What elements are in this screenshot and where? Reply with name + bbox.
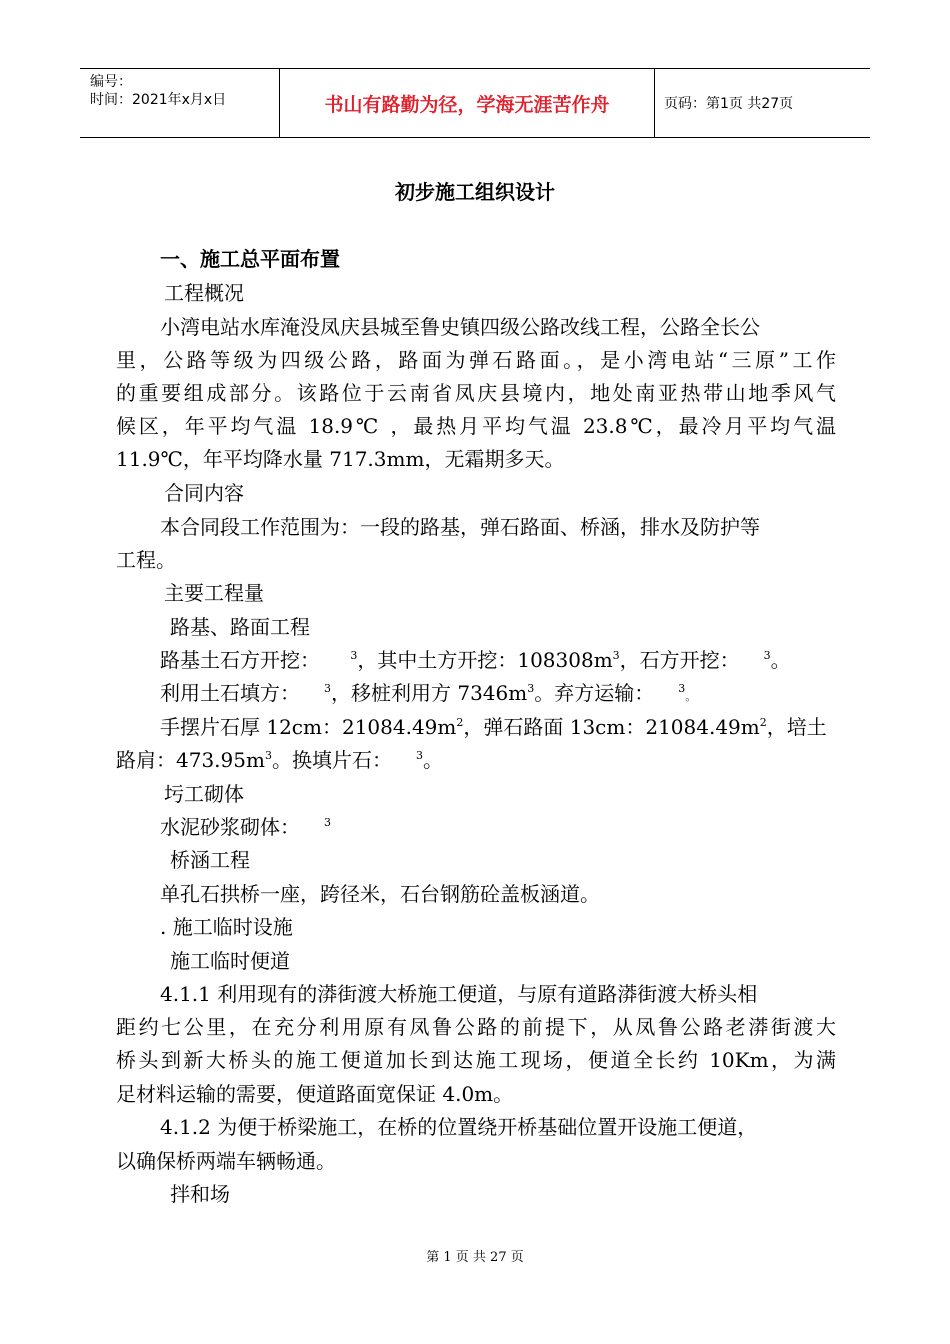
page-footer: 第 1 页 共 27 页 xyxy=(426,1250,524,1265)
paragraph-line: 里，公路等级为四级公路，路面为弹石路面。，是小湾电站“三原”工作 xyxy=(116,348,836,372)
quantity-line: 路肩：$473.95m^3$。换填片石： $^3$。 xyxy=(116,748,443,772)
document-title: 初步施工组织设计 xyxy=(395,180,555,204)
paragraph-line: 11.9℃，年平均降水量 717.3mm，无霜期多天。 xyxy=(116,447,565,471)
paragraph-line: 单孔石拱桥一座，跨径米，石台钢筋砼盖板涵道。 xyxy=(160,882,600,906)
quantity-line: 路基土石方开挖： $^3$，其中土方开挖：$108308m^3$，石方开挖： $^3$。 xyxy=(160,648,791,672)
header-motto: 书山有路勤为径，学海无涯苦作舟 xyxy=(280,69,655,137)
quantity-line: 水泥砂浆砌体： $^3$ xyxy=(160,815,331,839)
paragraph-line: 距约七公里，在充分利用原有凤鲁公路的前提下，从凤鲁公路老漭街渡大 xyxy=(116,1015,836,1039)
paragraph-line: 4.1.1 利用现有的漭街渡大桥施工便道，与原有道路漭街渡大桥头相 xyxy=(160,982,758,1006)
header-number: 编号： xyxy=(90,74,132,90)
quantity-line: 利用土石填方： $^3$，移桩利用方 $7346m^3$。弃方运输： $^3$。 xyxy=(160,681,697,705)
subheading-temporary-facilities: . 施工临时设施 xyxy=(160,915,293,939)
paragraph-line: 的重要组成部分。该路位于云南省凤庆县境内，地处南亚热带山地季风气 xyxy=(116,381,836,405)
paragraph-line: 本合同段工作范围为：一段的路基，弹石路面、桥涵，排水及防护等 xyxy=(160,515,760,539)
subheading-quantities: 主要工程量 xyxy=(164,581,264,605)
paragraph-line: 小湾电站水库淹没凤庆县城至鲁史镇四级公路改线工程，公路全长公 xyxy=(160,315,760,339)
paragraph-line: 4.1.2 为便于桥梁施工，在桥的位置绕开桥基础位置开设施工便道， xyxy=(160,1115,758,1139)
paragraph-line: 桥头到新大桥头的施工便道加长到达施工现场，便道全长约 10Km，为满 xyxy=(116,1048,836,1072)
paragraph-line: 候区，年平均气温 18.9℃ ，最热月平均气温 23.8℃，最冷月平均气温 xyxy=(116,414,836,438)
document-header xyxy=(80,68,870,138)
header-meta xyxy=(80,69,280,137)
subheading-bridges: 桥涵工程 xyxy=(170,848,250,872)
subheading-contract: 合同内容 xyxy=(164,481,244,505)
subheading-roadbed: 路基、路面工程 xyxy=(170,615,310,639)
subheading-temporary-road: 施工临时便道 xyxy=(170,949,290,973)
header-page: 页码：第1页 共27页 xyxy=(664,96,794,112)
paragraph-line: 工程。 xyxy=(116,548,176,572)
paragraph-line: 足材料运输的需要，便道路面宽保证 4.0m。 xyxy=(116,1082,514,1106)
subheading-overview: 工程概况 xyxy=(164,281,244,305)
header-date: 时间：2021年x月x日 xyxy=(90,92,227,108)
paragraph-line: 以确保桥两端车辆畅通。 xyxy=(116,1149,336,1173)
quantity-line: 手摆片石厚 12cm：$21084.49m^2$，弹石路面 13cm：$21084.49m^2$，培土 xyxy=(160,715,827,739)
section-heading: 一、施工总平面布置 xyxy=(160,247,340,271)
subheading-mixing-plant: 拌和场 xyxy=(170,1182,230,1206)
subheading-masonry: 圬工砌体 xyxy=(164,782,244,806)
